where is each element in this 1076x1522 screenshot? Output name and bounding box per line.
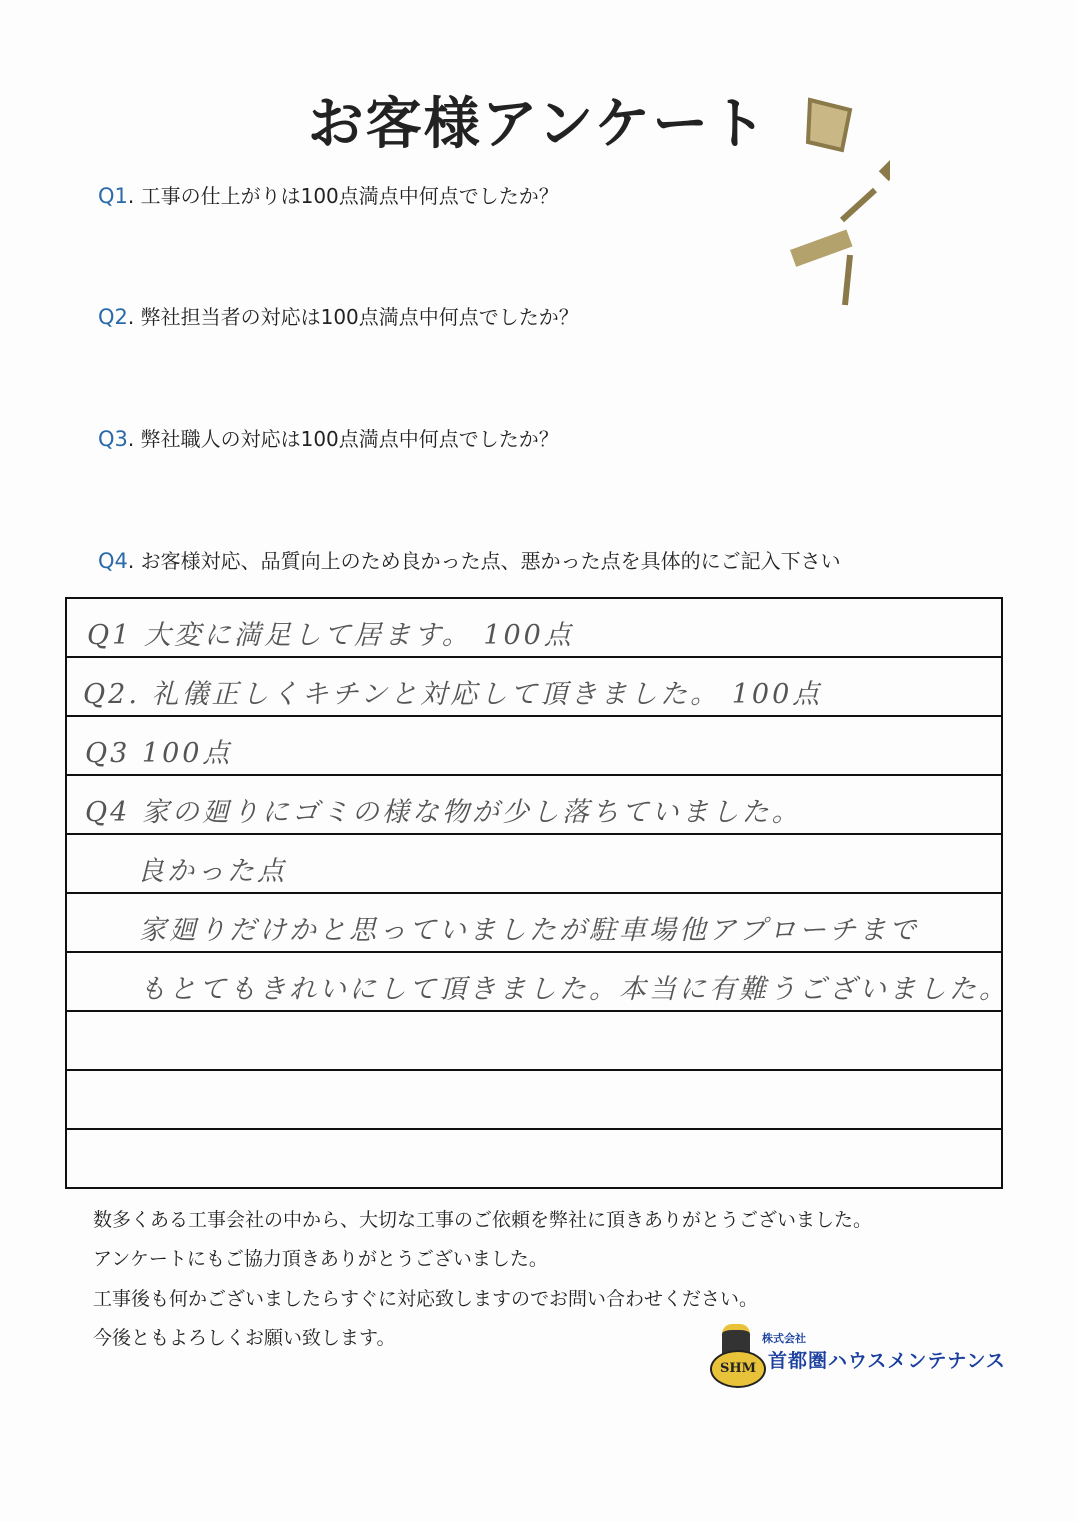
- answer-row: [67, 1012, 1001, 1071]
- footer-line: アンケートにもご協力頂きありがとうございました。: [93, 1248, 548, 1270]
- footer-line: 数多くある工事会社の中から、大切な工事のご依頼を弊社に頂きありがとうございました。: [93, 1209, 873, 1231]
- answer-row: 家廻りだけかと思っていましたが駐車場他アプローチまで: [67, 894, 1001, 953]
- answer-row: 良かった点: [67, 835, 1001, 894]
- company-logo: [706, 1322, 1006, 1392]
- paint-brush-icon: [842, 150, 890, 220]
- question-2: Q2. 弊社担当者の対応は100点満点中何点でしたか？: [98, 305, 579, 329]
- question-1: Q1. 工事の仕上がりは100点満点中何点でしたか？: [98, 184, 559, 208]
- question-4: Q4. お客様対応、品質向上のため良かった点、悪かった点を具体的にご記入下さい: [98, 549, 841, 573]
- page-title: お客様アンケート: [307, 92, 769, 157]
- company-name: 首都圏ハウスメンテナンス: [768, 1350, 1006, 1372]
- shm-badge: SHM: [710, 1350, 766, 1388]
- company-prefix: 株式会社: [762, 1332, 806, 1345]
- paint-bucket-icon: [808, 100, 850, 150]
- answer-row: [67, 1071, 1001, 1130]
- answer-row: Q4 家の廻りにゴミの様な物が少し落ちていました。: [67, 776, 1001, 835]
- paint-tools-illustration: [780, 90, 890, 320]
- answer-row: Q1 大変に満足して居ます。 100点: [67, 599, 1001, 658]
- answer-row: もとてもきれいにして頂きました。本当に有難うございました。: [67, 953, 1001, 1012]
- paint-roller-icon: [790, 229, 853, 305]
- answer-row: Q3 100点: [67, 717, 1001, 776]
- question-3: Q3. 弊社職人の対応は100点満点中何点でしたか？: [98, 427, 559, 451]
- answer-table: [65, 597, 1009, 1189]
- answer-row: [67, 1130, 1001, 1187]
- footer-line: 今後ともよろしくお願い致します。: [93, 1327, 396, 1349]
- answer-row: Q2. 礼儀正しくキチンと対応して頂きました。 100点: [67, 658, 1001, 717]
- footer-line: 工事後も何かございましたらすぐに対応致しますのでお問い合わせください。: [93, 1288, 759, 1310]
